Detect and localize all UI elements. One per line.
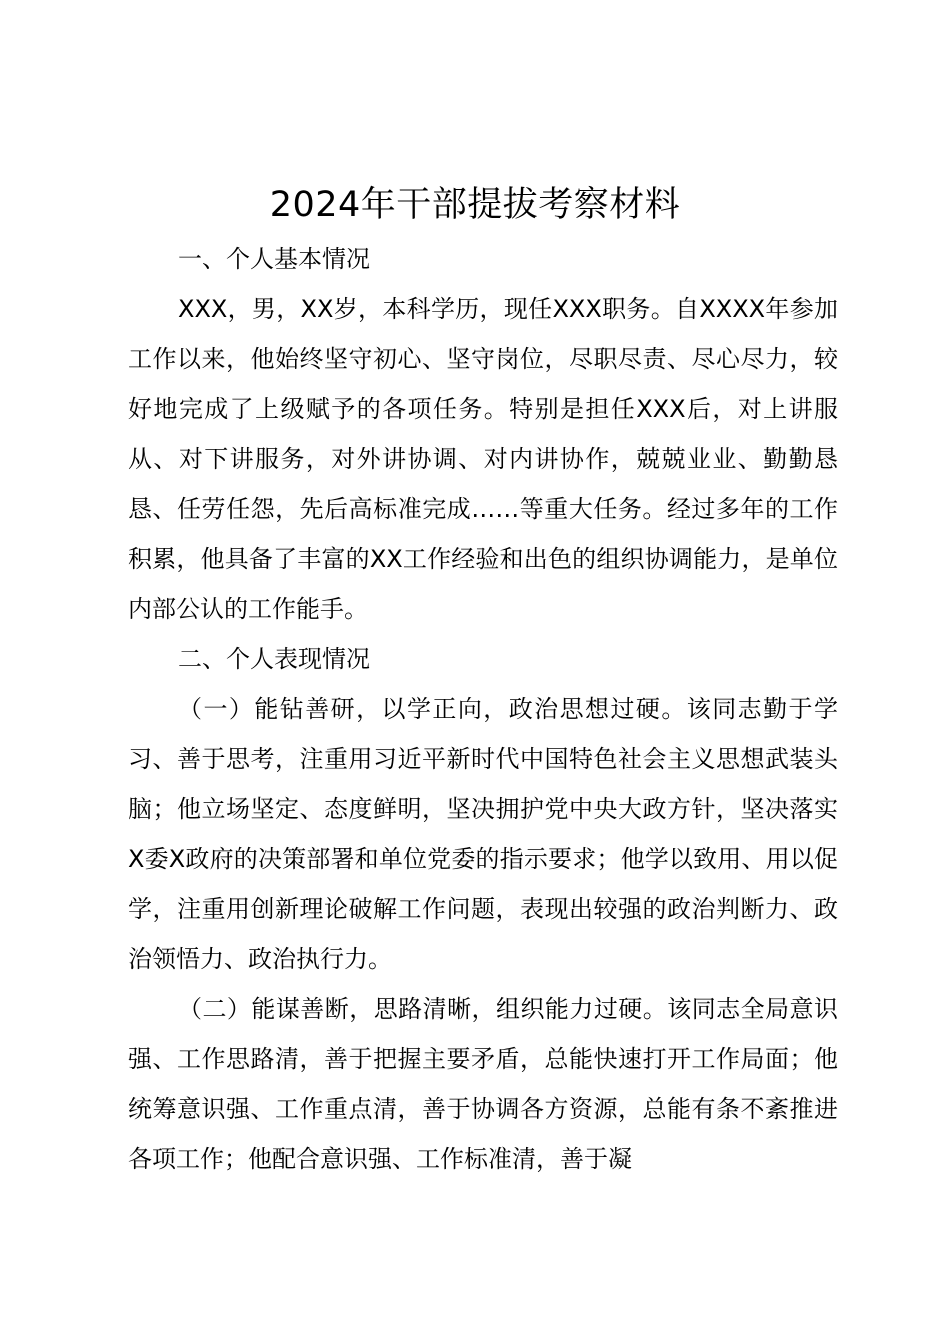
paragraph-organizational-ability: （二）能谋善断，思路清晰，组织能力过硬。该同志全局意识强、工作思路清，善于把握主要矛盾，总能快速打开工作局面；他统筹意识强、工作重点清，善于协调各方资源，总能有条不紊推进各项工作；他配合意识强、工作标准清，善于凝 bbox=[128, 995, 838, 1173]
document-body bbox=[128, 234, 838, 1184]
section-heading-performance: 二、个人表现情况 bbox=[178, 645, 370, 673]
section-heading-basic-info: 一、个人基本情况 bbox=[178, 245, 370, 273]
paragraph-basic-info: XXX，男，XX岁，本科学历，现任XXX职务。自XXXX年参加工作以来，他始终坚守初心、坚守岗位，尽职尽责、尽心尽力，较好地完成了上级赋予的各项任务。特别是担任XXX后，对上讲服从、对下讲服务，对外讲协调、对内讲协作，兢兢业业、勤勤恳恳、任劳任怨，先后高标准完成……等重大任务。经过多年的工作积累，他具备了丰富的XX工作经验和出色的组织协调能力，是单位内部公认的工作能手。 bbox=[128, 295, 838, 623]
paragraph-political-quality: （一）能钻善研，以学正向，政治思想过硬。该同志勤于学习、善于思考，注重用习近平新时代中国特色社会主义思想武装头脑；他立场坚定、态度鲜明，坚决拥护党中央大政方针，坚决落实X委X政府的决策部署和单位党委的指示要求；他学以致用、用以促学，注重用创新理论破解工作问题，表现出较强的政治判断力、政治领悟力、政治执行力。 bbox=[128, 695, 838, 973]
document-title: 2024年干部提拔考察材料 bbox=[269, 185, 681, 225]
